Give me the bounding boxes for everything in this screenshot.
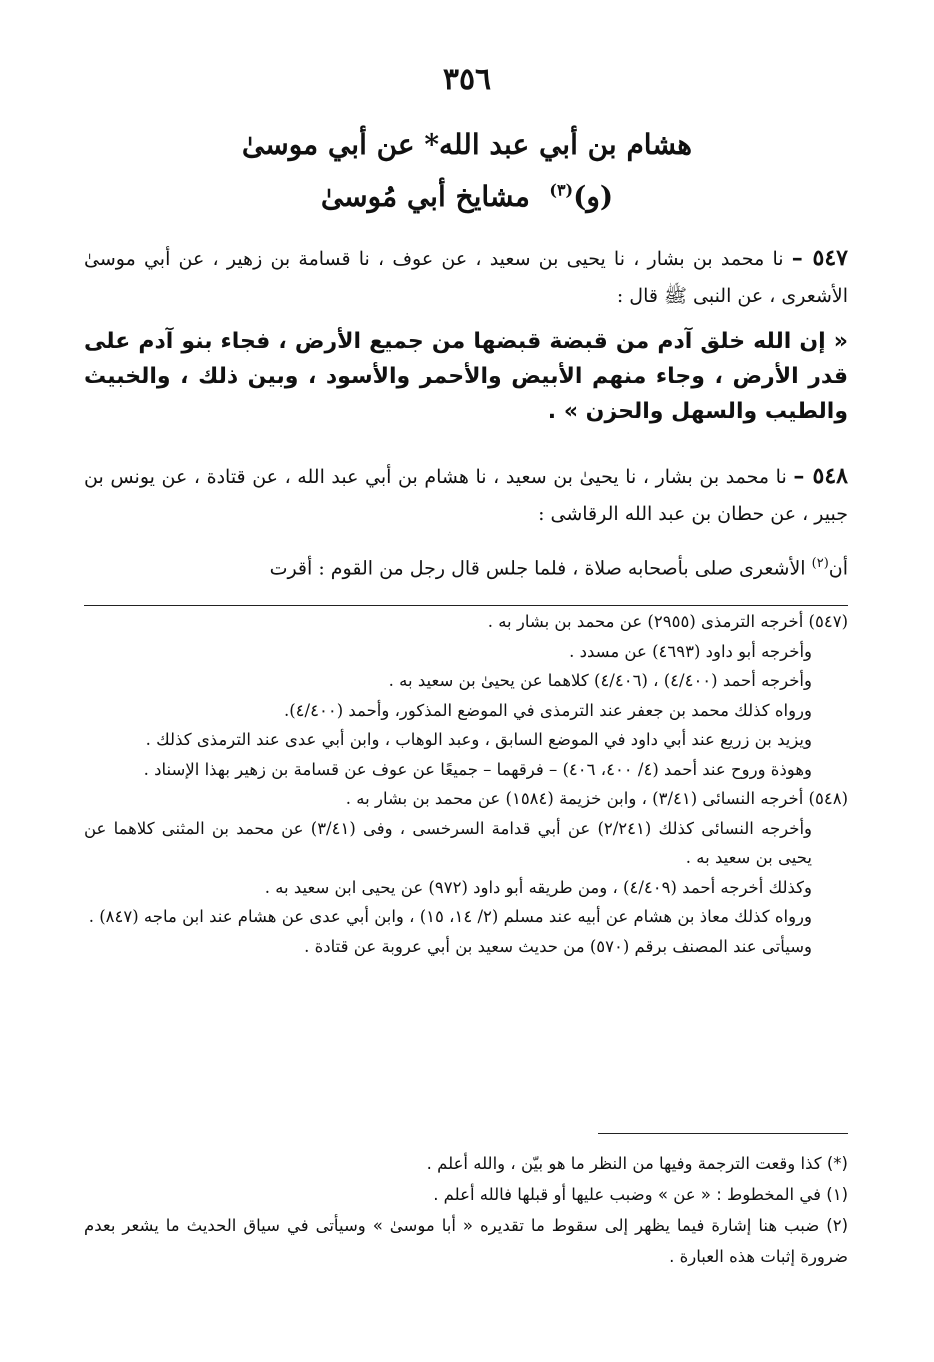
note-line: ورواه كذلك معاذ بن هشام عن أبيه عند مسلم (٢/ ١٤، ١٥) ، وابن أبي عدى عن هشام عند ابن ماجه (٨٤٧) .: [88, 907, 812, 926]
footnote: (١) في المخطوط : « عن » وضبب عليها أو قبلها فالله أعلم .: [433, 1185, 848, 1204]
hadith-547-matn: « إن الله خلق آدم من قبضة قبضها من جميع الأرض ، فجاء بنو آدم على قدر الأرض ، وجاء منهم الأبيض والأحمر والأسود ، وبين ذلك ، والخبيث والطيب والسهل والحزن » .: [84, 329, 848, 424]
hadith-isnad-text: نا محمد بن بشار ، نا يحيىٰ بن سعيد ، نا هشام بن أبي عبد الله ، عن قتادة ، عن يونس بن جبير ، عن حطان بن عبد الله الرقاشى :: [84, 466, 848, 525]
chapter-title: هشام بن أبي عبد الله* عن أبي موسىٰ: [241, 128, 693, 161]
note-line: وكذلك أخرجه أحمد (٤/٤٠٩) ، ومن طريقه أبو داود (٩٧٢) عن يحيى ابن سعيد به .: [264, 877, 812, 897]
hadith-number: ٥٤٨ –: [793, 463, 848, 489]
note-line: وهوذة وروح عند أحمد (٤/ ٤٠٠، ٤٠٦) – فرقهما – جميعًا عن عوف عن قسامة بن زهير بهذا الإسناد .: [143, 759, 812, 779]
note-line: ورواه كذلك محمد بن جعفر عند الترمذى في الموضع المذكور، وأحمد (٤/٤٠٠).: [283, 700, 812, 720]
footnote: (*) كذا وقعت الترجمة وفيها من النظر ما هو بيّن ، والله أعلم .: [426, 1154, 848, 1173]
section-prefix: (و): [573, 180, 614, 213]
note-line: وسيأتى عند المصنف برقم (٥٧٠) من حديث سعيد بن أبي عروبة عن قتادة .: [304, 936, 812, 956]
note-line: وأخرجه أحمد (٤/٤٠٠) ، (٤/٤٠٦) كلاهما عن يحيىٰ بن سعيد به .: [388, 671, 812, 690]
hadith-number: ٥٤٧ –: [791, 245, 848, 271]
section-footnote-ref: (٣): [549, 180, 574, 200]
note-line: وأخرجه أبو داود (٤٦٩٣) عن مسدد .: [569, 641, 812, 661]
footnote: (٢) ضبب هنا إشارة فيما يظهر إلى سقوط ما تقديره « أبا موسىٰ » وسيأتى في سياق الحديث ما يشعر بعدم ضرورة إثبات هذه العبارة .: [84, 1216, 848, 1266]
note-line: (٥٤٧) أخرجه الترمذى (٢٩٥٥) عن محمد بن بشار به .: [487, 612, 848, 631]
section-title: [0, 180, 934, 213]
hadith-548-isnad: [84, 458, 848, 533]
hadith-text-body: الأشعرى صلى بأصحابه صلاة ، فلما جلس قال رجل من القوم : أقرت: [269, 557, 812, 580]
hadith-isnad-text: نا محمد بن بشار ، نا يحيى بن سعيد ، عن عوف ، نا قسامة بن زهير ، عن أبي موسىٰ الأشعرى ، عن النبى ﷺ قال :: [84, 248, 848, 307]
footnote-ref: (٢): [811, 556, 829, 571]
note-line: وأخرجه النسائى كذلك (٢/٢٤١) عن أبي قدامة السرخسى ، وفى (٣/٤١) عن محمد بن المثنى كلاهما عن يحيى بن سعيد به .: [84, 818, 813, 867]
footnotes-divider: [598, 1133, 848, 1134]
note-line: (٥٤٨) أخرجه النسائى (٣/٤١) ، وابن خزيمة (١٥٨٤) عن محمد بن بشار به .: [345, 789, 848, 808]
notes-divider: [84, 605, 848, 606]
note-line: ويزيد بن زريع عند أبي داود في الموضع السابق ، وعبد الوهاب ، وابن أبي عدى عند الترمذى كذلك .: [145, 730, 812, 749]
section-title-text: مشايخ أبي مُوسىٰ: [320, 180, 530, 213]
page-number: ٣٥٦: [442, 62, 492, 97]
footnotes: [84, 1148, 848, 1272]
takhrij-notes: [84, 607, 848, 961]
hadith-548-text: [84, 545, 848, 587]
hadith-text-prefix: أن: [828, 557, 848, 580]
hadith-547-isnad: [84, 240, 848, 315]
